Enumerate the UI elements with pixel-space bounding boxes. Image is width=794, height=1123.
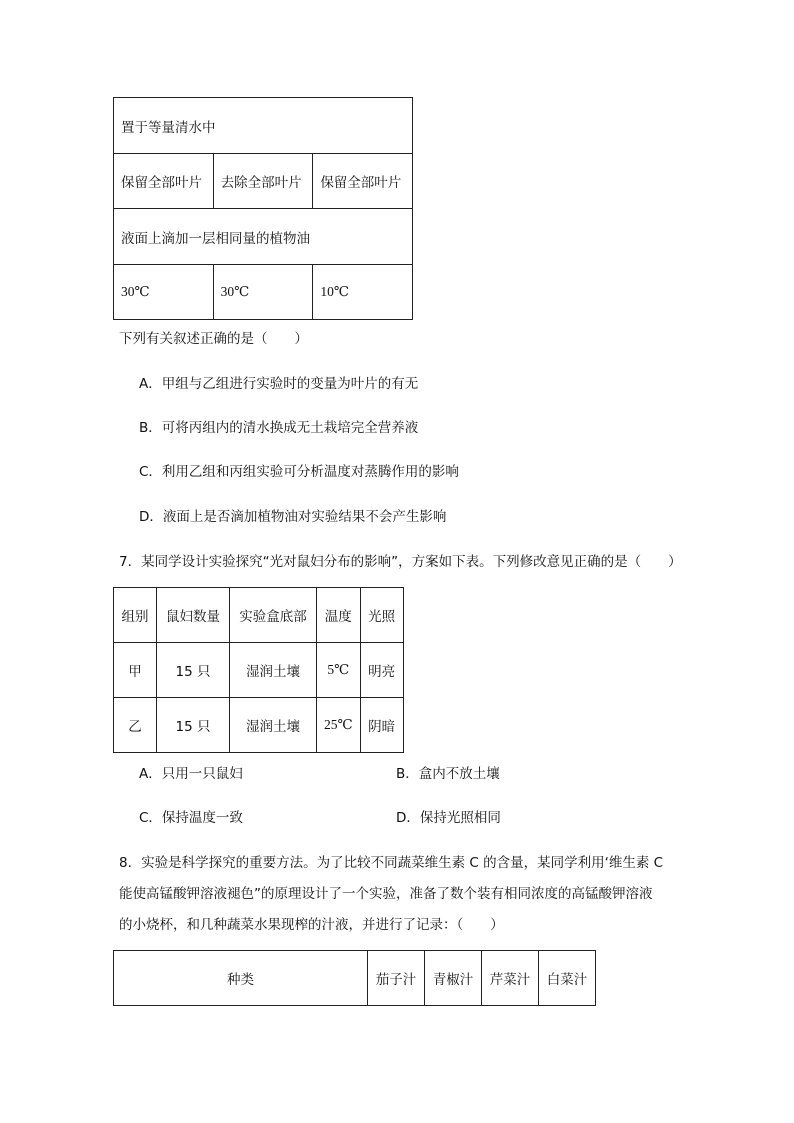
table-cell: 保留全部叶片 [313, 154, 413, 209]
table-header: 芹菜汁 [482, 951, 539, 1006]
question-prompt: 下列有关叙述正确的是（ ） [119, 331, 308, 347]
table-cell: 15 只 [157, 698, 230, 753]
option-c: C．保持温度一致 [139, 810, 243, 826]
option-d: D．液面上是否滴加植物油对实验结果不会产生影响 [139, 509, 447, 525]
table-cell: 去除全部叶片 [213, 154, 313, 209]
table-header: 光照 [360, 588, 403, 643]
table-cell: 置于等量清水中 [121, 119, 216, 136]
table-cell: 15 只 [157, 643, 230, 698]
option-d: D．保持光照相同 [396, 810, 501, 826]
table-cell: 5℃ [317, 643, 361, 698]
experiment-table-q7 [113, 587, 404, 753]
table-row [114, 209, 413, 265]
table-header: 鼠妇数量 [157, 588, 230, 643]
table-cell: 30℃ [114, 265, 214, 320]
table-cell: 明亮 [360, 643, 403, 698]
option-a: A．只用一只鼠妇 [139, 766, 243, 782]
table-row [114, 698, 404, 753]
question-8-line-3: 的小烧杯，和几种蔬菜水果现榨的汁液，并进行了记录：（ ） [119, 917, 504, 933]
option-b: B．盒内不放土壤 [396, 766, 500, 782]
table-cell: 甲 [114, 643, 157, 698]
table-header: 种类 [114, 951, 368, 1006]
table-cell: 湿润土壤 [230, 643, 317, 698]
table-row [114, 643, 404, 698]
table-cell: 30℃ [213, 265, 313, 320]
table-header: 温度 [317, 588, 361, 643]
table-cell: 液面上滴加一层相同量的植物油 [121, 230, 310, 247]
table-cell: 10℃ [313, 265, 413, 320]
option-a: A．甲组与乙组进行实验时的变量为叶片的有无 [139, 376, 419, 392]
table-header: 实验盒底部 [230, 588, 317, 643]
table-cell: 阴暗 [360, 698, 403, 753]
table-cell: 湿润土壤 [230, 698, 317, 753]
option-c: C．利用乙组和丙组实验可分析温度对蒸腾作用的影响 [139, 464, 459, 480]
question-7-stem: 7．某同学设计实验探究“光对鼠妇分布的影响”，方案如下表。下列修改意见正确的是（ ） [119, 554, 682, 570]
table-header: 茄子汁 [368, 951, 425, 1006]
experiment-table-q6 [113, 97, 413, 320]
table-cell: 乙 [114, 698, 157, 753]
table-header: 白菜汁 [539, 951, 596, 1006]
question-8-line-2: 能使高锰酸钾溶液褪色”的原理设计了一个实验，准备了数个装有相同浓度的高锰酸钾溶液 [119, 886, 653, 902]
experiment-table-q8 [113, 950, 596, 1006]
table-row [114, 98, 413, 154]
table-header: 组别 [114, 588, 157, 643]
option-b: B．可将丙组内的清水换成无土栽培完全营养液 [139, 420, 419, 436]
table-cell: 25℃ [317, 698, 361, 753]
question-8-line-1: 8．实验是科学探究的重要方法。为了比较不同蔬菜维生素 C 的含量，某同学利用‘维生素 C [119, 855, 664, 871]
table-cell: 保留全部叶片 [114, 154, 214, 209]
table-header: 青椒汁 [425, 951, 482, 1006]
